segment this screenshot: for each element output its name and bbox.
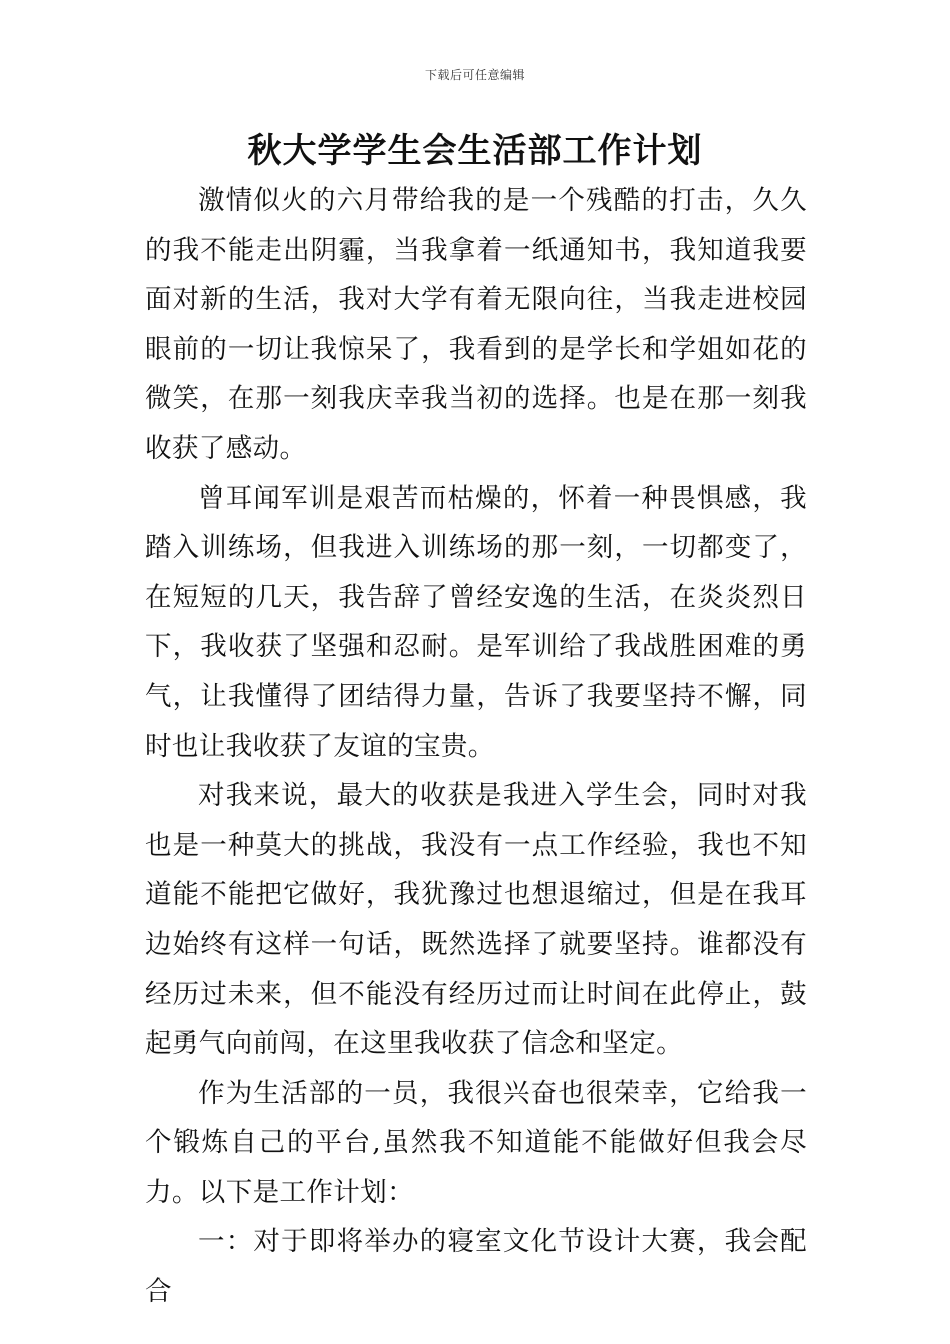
paragraph-3: 对我来说，最大的收获是我进入学生会，同时对我也是一种莫大的挑战，我没有一点工作经验，我也不知道能不能把它做好，我犹豫过也想退缩过，但是在我耳边始终有这样一句话，既然选择了就要坚持。谁都没有经历过未来，但不能没有经历过而让时间在此停止，鼓起勇气向前闯，在这里我收获了信念和坚定。: [145, 780, 807, 1060]
document-body: [145, 176, 807, 1317]
paragraph-4: 作为生活部的一员，我很兴奋也很荣幸，它给我一个锻炼自己的平台,虽然我不知道能不能做好但我会尽力。以下是工作计划：: [145, 1077, 807, 1208]
header-note: 下载后可任意编辑: [424, 68, 525, 82]
paragraph-1: 激情似火的六月带给我的是一个残酷的打击，久久的我不能走出阴霾，当我拿着一纸通知书，我知道我要面对新的生活，我对大学有着无限向往，当我走进校园眼前的一切让我惊呆了，我看到的是学长和学姐如花的微笑，在那一刻我庆幸我当初的选择。也是在那一刻我收获了感动。: [145, 185, 807, 464]
paragraph-5: 一：对于即将举办的寝室文化节设计大赛，我会配合: [145, 1226, 807, 1308]
document-title: 秋大学学生会生活部工作计划: [247, 131, 703, 171]
paragraph-2: 曾耳闻军训是艰苦而枯燥的，怀着一种畏惧感，我踏入训练场，但我进入训练场的那一刻，一切都变了，在短短的几天，我告辞了曾经安逸的生活，在炎炎烈日下，我收获了坚强和忍耐。是军训给了我战胜困难的勇气，让我懂得了团结得力量，告诉了我要坚持不懈，同时也让我收获了友谊的宝贵。: [145, 482, 807, 762]
